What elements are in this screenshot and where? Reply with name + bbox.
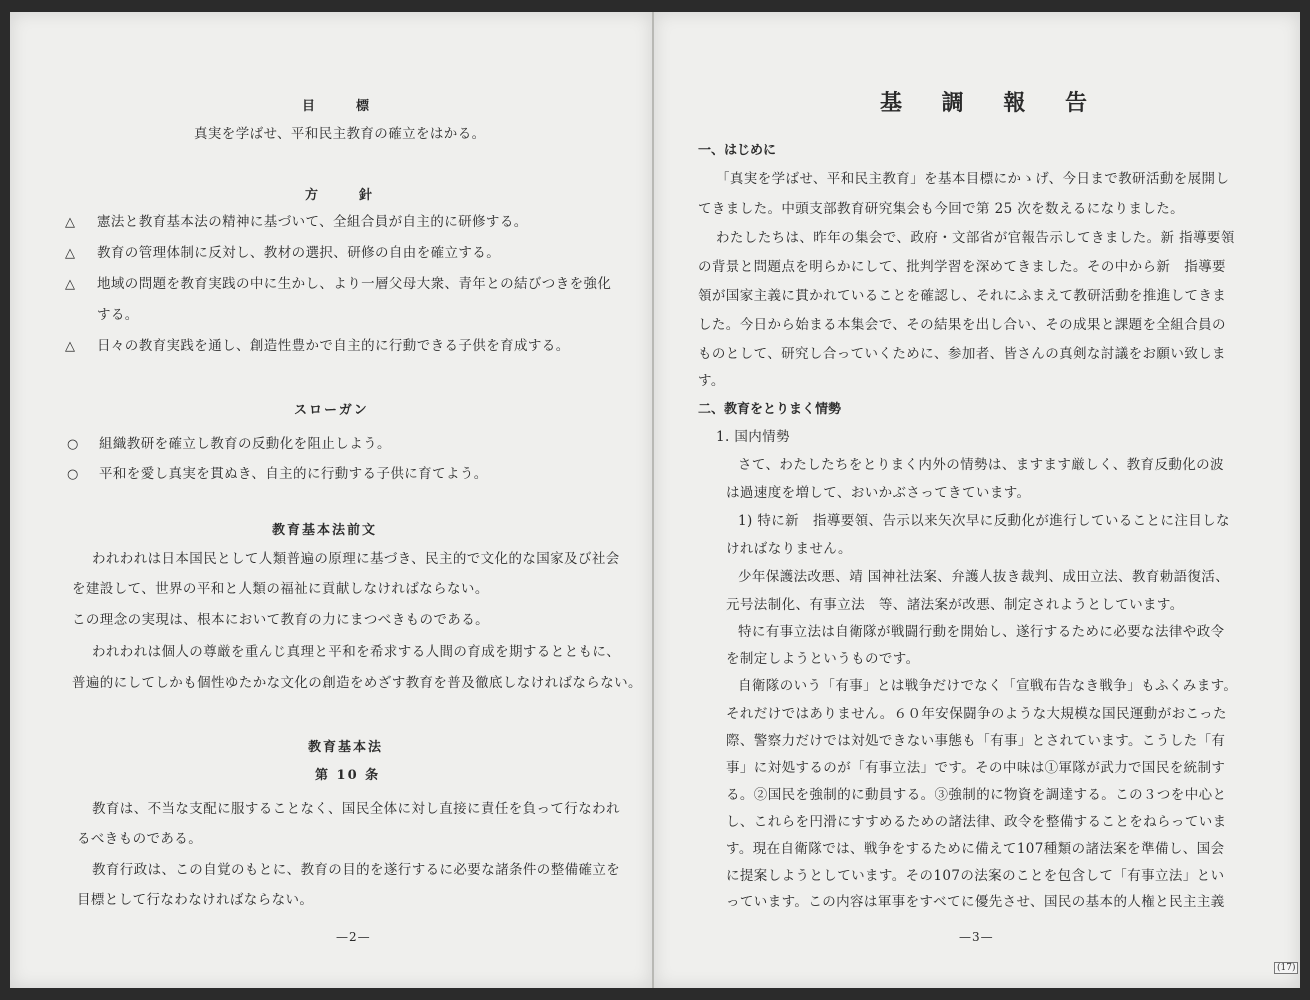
- body-line: わたしたちは、昨年の集会で、政府・文部省が官報告示してきました。新 指導要領: [716, 230, 1235, 246]
- body-line: 事」に対処するのが「有事立法」です。その中味は①軍隊が武力で国民を統制す: [726, 760, 1226, 776]
- body-line: 自衛隊のいう「有事」とは戦争だけでなく「宣戦布告なき戦争」もふくみます。: [738, 678, 1238, 694]
- triangle-bullet-icon: △: [65, 246, 76, 261]
- body-line: 「真実を学ばせ、平和民主教育」を基本目標にかゝげ、今日まで教研活動を展開し: [716, 171, 1230, 187]
- article-line: 教育は、不当な支配に服することなく、国民全体に対し直接に責任を負って行なわれ: [92, 801, 620, 817]
- body-line: の背景と問題点を明らかにして、批判学習を深めてきました。その中から新 指導要: [698, 259, 1226, 275]
- triangle-bullet-icon: △: [65, 339, 76, 354]
- body-line: 元号法制化、有事立法 等、諸法案が改悪、制定されようとしています。: [726, 597, 1184, 613]
- law-heading: 教育基本法: [308, 740, 384, 755]
- page-number: —3—: [959, 930, 994, 944]
- body-line: 1) 特に新 指導要領、告示以来矢次早に反動化が進行していることに注目しな: [738, 513, 1230, 529]
- houshin-item: △ 日々の教育実践を通し、創造性豊かで自主的に行動できる子供を育成する。: [65, 338, 570, 354]
- houshin-item: △ 教育の管理体制に反対し、教材の選択、研修の自由を確立する。: [65, 245, 501, 261]
- body-line: に提案しようとしています。その107の法案のことを包含して「有事立法」とい: [726, 868, 1225, 884]
- article-line: 教育行政は、この自覚のもとに、教育の目的を遂行するに必要な諸条件の整備確立を: [92, 862, 621, 878]
- body-line: ければなりません。: [726, 541, 852, 557]
- right-page: [654, 12, 1300, 988]
- archive-stamp: (17): [1274, 962, 1298, 974]
- body-line: 際、警察力だけでは対処できない事態も「有事」とされています。こうした「有: [726, 733, 1226, 749]
- slogan-item: ○ 組織教研を確立し教育の反動化を阻止しよう。: [67, 436, 391, 452]
- preamble-line: われわれは個人の尊厳を重んじ真理と平和を希求する人間の育成を期するとともに、: [92, 644, 621, 660]
- slogan-item: ○ 平和を愛し真実を貫ぬき、自主的に行動する子供に育てよう。: [67, 466, 488, 482]
- body-line: した。今日から始まる本集会で、その結果を出し合い、その成果と課題を全組合員の: [698, 317, 1226, 333]
- body-line: す。: [698, 373, 725, 389]
- circle-bullet-icon: ○: [67, 467, 79, 482]
- preamble-line: 普遍的にしてしかも個性ゆたかな文化の創造をめざす教育を普及徹底しなければならない。: [72, 675, 642, 691]
- preamble-line: この理念の実現は、根本において教育の力にまつべきものである。: [72, 612, 489, 628]
- body-line: それだけではありません。６０年安保闘争のような大規模な国民運動がおこった: [726, 706, 1227, 722]
- body-line: す。現在自衛隊では、戦争をするために備えて107種類の諸法案を準備し、国会: [726, 841, 1225, 857]
- body-line: さて、わたしたちをとりまく内外の情勢は、ますます厳しく、教育反動化の波: [738, 457, 1224, 473]
- subsection-heading: 1. 国内情勢: [716, 429, 790, 445]
- body-line: し、これらを円滑にすすめるための諸法律、政令を整備することをねらっていま: [726, 814, 1227, 830]
- preamble-line: を建設して、世界の平和と人類の福祉に貢献しなければならない。: [72, 581, 489, 597]
- slogan-heading: スローガン: [294, 403, 369, 418]
- triangle-bullet-icon: △: [65, 215, 76, 230]
- circle-bullet-icon: ○: [67, 437, 79, 452]
- body-line: ものとして、研究し合っていくために、参加者、皆さんの真剣な討議をお願い致しま: [698, 346, 1226, 362]
- left-page: [10, 12, 654, 988]
- body-line: てきました。中頭支部教育研究集会も今回で第 25 次を数えるになりました。: [698, 201, 1185, 217]
- article-heading: 第 10 条: [315, 768, 381, 783]
- body-line: 特に有事立法は自衛隊が戦闘行動を開始し、遂行するために必要な法律や政令: [738, 624, 1225, 640]
- body-line: 少年保護法改悪、靖 国神社法案、弁護人抜き裁判、成田立法、教育勅語復活、: [738, 569, 1230, 585]
- body-line: を制定しようというものです。: [726, 651, 920, 667]
- houshin-item: △ 憲法と教育基本法の精神に基づいて、全組合員が自主的に研修する。: [65, 214, 528, 230]
- page-number: —2—: [336, 930, 371, 944]
- body-line: 領が国家主義に貫かれていることを確認し、それにふまえて教研活動を推進してきま: [698, 288, 1227, 304]
- page-title: 基 調 報 告: [880, 90, 1103, 116]
- section-heading: 二、教育をとりまく情勢: [698, 402, 842, 417]
- preamble-line: われわれは日本国民として人類普遍の原理に基づき、民主的で文化的な国家及び社会: [92, 551, 620, 567]
- houshin-heading: 方 針: [305, 188, 387, 203]
- mokuhyo-text: 真実を学ばせ、平和民主教育の確立をはかる。: [194, 126, 486, 142]
- triangle-bullet-icon: △: [65, 277, 76, 292]
- mokuhyo-heading: 目 標: [302, 99, 384, 114]
- body-line: は過速度を増して、おいかぶさってきています。: [726, 485, 1031, 501]
- section-heading: 一、はじめに: [698, 143, 777, 158]
- houshin-item: △ 地域の問題を教育実践の中に生かし、より一層父母大衆、青年との結びつきを強化: [65, 276, 612, 292]
- body-line: る。②国民を強制的に動員する。③強制的に物資を調達する。この３つを中心と: [726, 787, 1227, 803]
- article-line: るべきものである。: [77, 831, 203, 847]
- body-line: っています。この内容は軍事をすべてに優先させ、国民の基本的人権と民主主義: [726, 894, 1225, 910]
- preamble-heading: 教育基本法前文: [272, 523, 378, 538]
- houshin-item: する。: [97, 307, 139, 323]
- article-line: 目標として行なわなければならない。: [77, 892, 314, 908]
